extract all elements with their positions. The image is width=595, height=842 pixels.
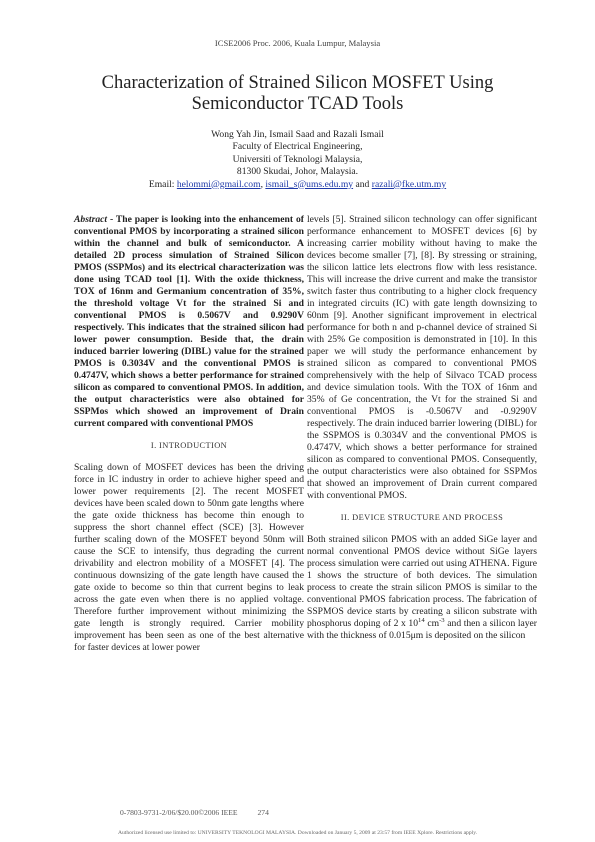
abstract-lead: Abstract — [74, 214, 108, 225]
author-university: Universiti of Teknologi Malaysia, — [232, 153, 363, 165]
author-address: 81300 Skudai, Johor, Malaysia. — [236, 166, 359, 178]
page-footer — [120, 808, 380, 817]
email-and: and — [355, 178, 370, 190]
email-label: Email: — [148, 178, 175, 190]
author-names: Wong Yah Jin, Ismail Saad and Razali Ismail — [211, 129, 384, 140]
right-column — [307, 214, 537, 642]
email-link-3[interactable]: razali@fke.utm.my — [371, 178, 447, 190]
page-number: 274 — [257, 808, 269, 817]
left-column — [74, 214, 304, 654]
author-faculty: Faculty of Electrical Engineering, — [232, 141, 363, 153]
device-structure-paragraph: Both strained silicon PMOS with an added SiGe layer and normal conventional PMOS device without SiGe layers process simulation were carried out using ATHENA. Figure 1 shows the structure of both devices. The simulation process to create the strain silicon PMOS is similar to the conventional PMOS fabrication process. The fabrication of SSPMOS device starts by creating a silicon substrate with phosphorus doping of 2 x $10^{14}$ $cm^{-3}$ and then a silicon layer with the thickness of 0.015μm is deposited on the silicon — [307, 534, 538, 641]
introduction-paragraph: Scaling down of MOSFET devices has been the driving force in IC industry in order to achieve higher speed and lower power requirements [2]. The recent MOSFET devices have been scaled down to 50nm gate lengths where the gate oxide thickness has become thin enough to suppress the short channel effect (SCE) [3]. However further scaling down of the MOSFET beyond 50nm will cause the SCE to intensify, thus degrading the current drivability and electron mobility of a MOSFET [4]. The continuous downsizing of the gate length have caused the gate oxide to become so thin that current begins to leak across the gate even when there is no applied voltage. Therefore further improvement without minimizing the gate length is strongly required. Carrier mobility improvement has been seen as one of the best alternative for faster devices at lower power — [74, 462, 304, 653]
section-heading-device-structure: II. DEVICE STRUCTURE AND PROCESS — [340, 513, 504, 522]
abstract — [74, 214, 304, 430]
conference-header: ICSE2006 Proc. 2006, Kuala Lumpur, Malaysia — [214, 38, 381, 48]
abstract-text: - The paper is looking into the enhancement of conventional PMOS by incorporating a strained silicon within the channel and bulk of semiconductor. A detailed 2D process simulation of Strained Silicon PMOS (SSPMos) and its electrical characterization was done using TCAD tool [1]. With the oxide thickness, TOX of 16nm and Germanium concentration of 35%, the threshold voltage Vt for the strained Si and conventional PMOS is 0.5067V and 0.9290V respectively. This indicates that the strained silicon had lower power consumption. Beside that, the drain induced barrier lowering (DIBL) value for the strained PMOS is 0.3034V and the conventional PMOS is 0.4747V, which shows a better performance for strained silicon as compared to conventional PMOS. In addition, the output characteristics were also obtained for SSPMos which showed an improvement of Drain current compared with conventional PMOS — [74, 214, 304, 429]
introduction-continued-paragraph: levels [5]. Strained silicon technology can offer significant performance enhancement to MOSFET devices [6] by increasing carrier mobility without having to make the devices become smaller [7], [8]. By stressing or straining, the silicon lattice lets electrons flow with less resistance. This will increase the drive current and make the transistor switch faster thus contributing to a higher clock frequency in integrated circuits (IC) with gate length downsizing to 60nm [9]. Another significant improvement in electrical performance for both n and p-channel device of strained Si with 25% Ge composition is demonstrated in [10]. In this paper we will study the performance enhancement by strained silicon as compared to conventional PMOS comprehensively with the help of Silvaco TCAD process and device simulation tools. With the TOX of 16nm and 35% of Ge concentration, the Vt for the strained Si and conventional PMOS is -0.5067V and -0.9290V respectively. The drain induced barrier lowering (DIBL) for the SSPMOS is 0.3034V and the conventional PMOS is 0.4747V, which shows a better performance for strained silicon as compared to conventional PMOS. Consequently, the output characteristics were also obtained for SSPMos that showed an improvement of Drain current compared with conventional PMOS. — [307, 214, 537, 501]
author-block — [100, 129, 495, 191]
license-notice: Authorized licensed use limited to: UNIVERSITY TEKNOLOGI MALAYSIA. Downloaded on January 5, 2009 at 23:57 from IEEE Xplore. Restrictions apply. — [117, 830, 478, 836]
paper-title: Characterization of Strained Silicon MOSFET Using Semiconductor TCAD Tools — [101, 73, 494, 114]
section-heading-introduction: I. INTRODUCTION — [150, 441, 228, 450]
footer-isbn: 0-7803-9731-2/06/$20.00©2006 IEEE — [120, 808, 238, 817]
author-emails: Email: helommi@gmail.com, ismail_s@ums.edu.my and razali@fke.utm.my — [148, 178, 447, 190]
email-link-1[interactable]: helommi@gmail.com — [176, 178, 261, 190]
email-link-2[interactable]: ismail_s@ums.edu.my — [265, 178, 354, 190]
